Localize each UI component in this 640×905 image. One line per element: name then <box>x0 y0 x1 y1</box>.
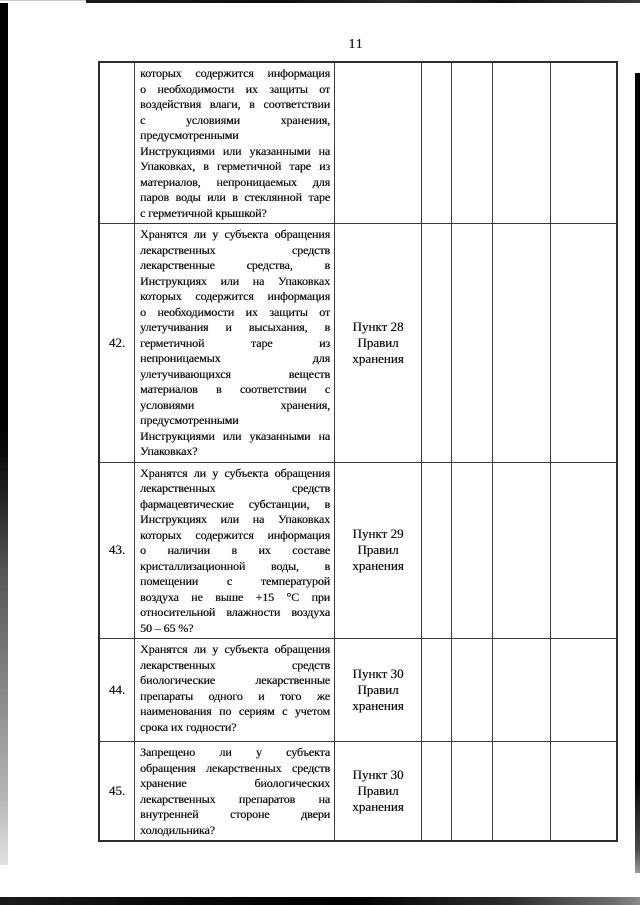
reference-line: хранения <box>352 698 404 713</box>
reference-line: хранения <box>352 799 404 814</box>
question-line: Запрещено ли у субъекта <box>140 745 330 759</box>
question-line: Хранятся ли у субъекта обращения <box>140 642 330 656</box>
question-line: Инструкциями или указанными на <box>140 428 330 443</box>
answer-cell-2 <box>452 224 493 462</box>
question-line: помещении с температурой <box>140 574 330 588</box>
answer-cell-4 <box>551 224 616 462</box>
answer-cell-2 <box>452 463 493 639</box>
reference-line: Правил <box>357 783 399 798</box>
row-number-cell: 45. <box>100 742 135 840</box>
question-line: которых содержится информация <box>140 66 330 80</box>
question-line: материалов, непроницаемых для <box>140 174 330 189</box>
question-line: лекарственных средств <box>140 242 330 257</box>
question-line: внутренней стороне двери <box>140 807 330 821</box>
answer-cell-4 <box>551 463 616 639</box>
row-number-cell: 43. <box>100 463 135 639</box>
question-line: кристаллизационной воды, в <box>140 558 330 573</box>
question-line: о наличии в их составе <box>140 543 330 557</box>
question-line: с герметичной крышкой? <box>140 205 267 220</box>
answer-cell-4 <box>551 639 616 741</box>
checklist-table <box>98 61 618 842</box>
answer-cell-1 <box>422 63 452 223</box>
question-line: Хранятся ли у субъекта обращения <box>140 465 330 480</box>
answer-cell-3 <box>493 639 551 741</box>
question-line: которых содержится информация <box>140 527 330 542</box>
row-number-cell: 42. <box>100 224 135 462</box>
reference-line: Пункт 30 <box>352 767 404 782</box>
reference-line: хранения <box>352 350 404 366</box>
reference-cell <box>335 639 422 741</box>
answer-cell-2 <box>452 639 493 741</box>
reference-cell <box>335 224 422 462</box>
question-line: препараты одного и того же <box>140 688 330 703</box>
scan-artifact-left-edge <box>0 3 8 865</box>
question-line: улетучивающихся веществ <box>140 366 330 381</box>
answer-cell-4 <box>551 63 616 223</box>
question-line: Упаковках, в герметичной таре из <box>140 159 330 173</box>
question-line: лекарственных средств <box>140 657 330 672</box>
question-line: паров воды или в стеклянной таре <box>140 190 330 204</box>
question-line: непроницаемых для <box>140 351 330 365</box>
reference-line: Пункт 30 <box>352 666 404 681</box>
question-cell <box>135 742 335 840</box>
table-row <box>100 463 616 640</box>
question-line: обращения лекарственных средств <box>140 760 330 775</box>
question-line: Инструкциях или на Упаковках <box>140 273 330 288</box>
question-line: улетучивания и высыхания, в <box>140 320 330 334</box>
answer-cell-3 <box>493 463 551 639</box>
answer-cell-3 <box>493 742 551 840</box>
scan-artifact-bottom-edge <box>0 897 640 905</box>
question-line: которых содержится информация <box>140 289 330 303</box>
answer-cell-4 <box>551 742 616 840</box>
question-line: Хранятся ли у субъекта обращения <box>140 227 330 241</box>
reference-line: Правил <box>357 542 399 558</box>
reference-line: Правил <box>357 682 399 697</box>
answer-cell-1 <box>422 639 452 741</box>
question-line: условиями хранения, <box>140 397 330 412</box>
question-cell <box>135 224 335 462</box>
reference-cell <box>335 63 422 223</box>
question-line: о необходимости их защиты от <box>140 81 330 96</box>
question-line: Инструкциями или указанными на <box>140 143 330 158</box>
question-line: холодильника? <box>140 822 215 837</box>
answer-cell-1 <box>422 463 452 639</box>
page-number: 11 <box>348 36 364 51</box>
question-line: Инструкциях или на Упаковках <box>140 512 330 526</box>
question-cell <box>135 63 335 223</box>
question-line: с условиями хранения, <box>140 112 330 127</box>
answer-cell-3 <box>493 63 551 223</box>
question-line: предусмотренными <box>140 413 239 427</box>
question-line: предусмотренными <box>140 128 239 142</box>
question-line: лекарственных препаратов на <box>140 791 330 806</box>
question-line: относительной влажности воздуха <box>140 605 330 619</box>
question-line: 50 – 65 %? <box>140 620 194 635</box>
reference-line: хранения <box>352 558 404 574</box>
question-line: Упаковках? <box>140 444 198 458</box>
question-cell <box>135 639 335 741</box>
table-row <box>100 639 616 742</box>
answer-cell-3 <box>493 224 551 462</box>
table-row <box>100 63 616 224</box>
reference-line: Пункт 28 <box>352 318 404 334</box>
question-line: фармацевтические субстанции, в <box>140 496 330 511</box>
table-row <box>100 224 616 463</box>
row-number-cell: 44. <box>100 639 135 741</box>
question-line: хранение биологических <box>140 776 330 790</box>
answer-cell-2 <box>452 742 493 840</box>
question-line: герметичной таре из <box>140 335 330 350</box>
reference-cell <box>335 463 422 639</box>
answer-cell-1 <box>422 742 452 840</box>
scan-artifact-top-faint <box>0 0 86 1</box>
reference-line: Правил <box>357 334 399 350</box>
question-line: воздуха не выше +15 °С при <box>140 589 330 604</box>
answer-cell-1 <box>422 224 452 462</box>
question-line: воздействия влаги, в соответствии <box>140 97 330 111</box>
table-row <box>100 742 616 840</box>
question-line: лекарственных средств <box>140 481 330 495</box>
row-number-cell <box>100 63 135 223</box>
question-line: биологические лекарственные <box>140 673 330 687</box>
question-line: о необходимости их защиты от <box>140 304 330 319</box>
reference-line: Пункт 29 <box>352 526 404 542</box>
question-line: лекарственные средства, в <box>140 258 330 272</box>
scan-artifact-top-edge <box>86 0 640 3</box>
question-cell <box>135 463 335 639</box>
scan-artifact-right-edge <box>635 73 640 873</box>
question-line: срока их годности? <box>140 719 237 734</box>
question-line: наименования по сериям с учетом <box>140 704 330 718</box>
reference-cell <box>335 742 422 840</box>
question-line: материалов в соответствии с <box>140 382 330 396</box>
answer-cell-2 <box>452 63 493 223</box>
